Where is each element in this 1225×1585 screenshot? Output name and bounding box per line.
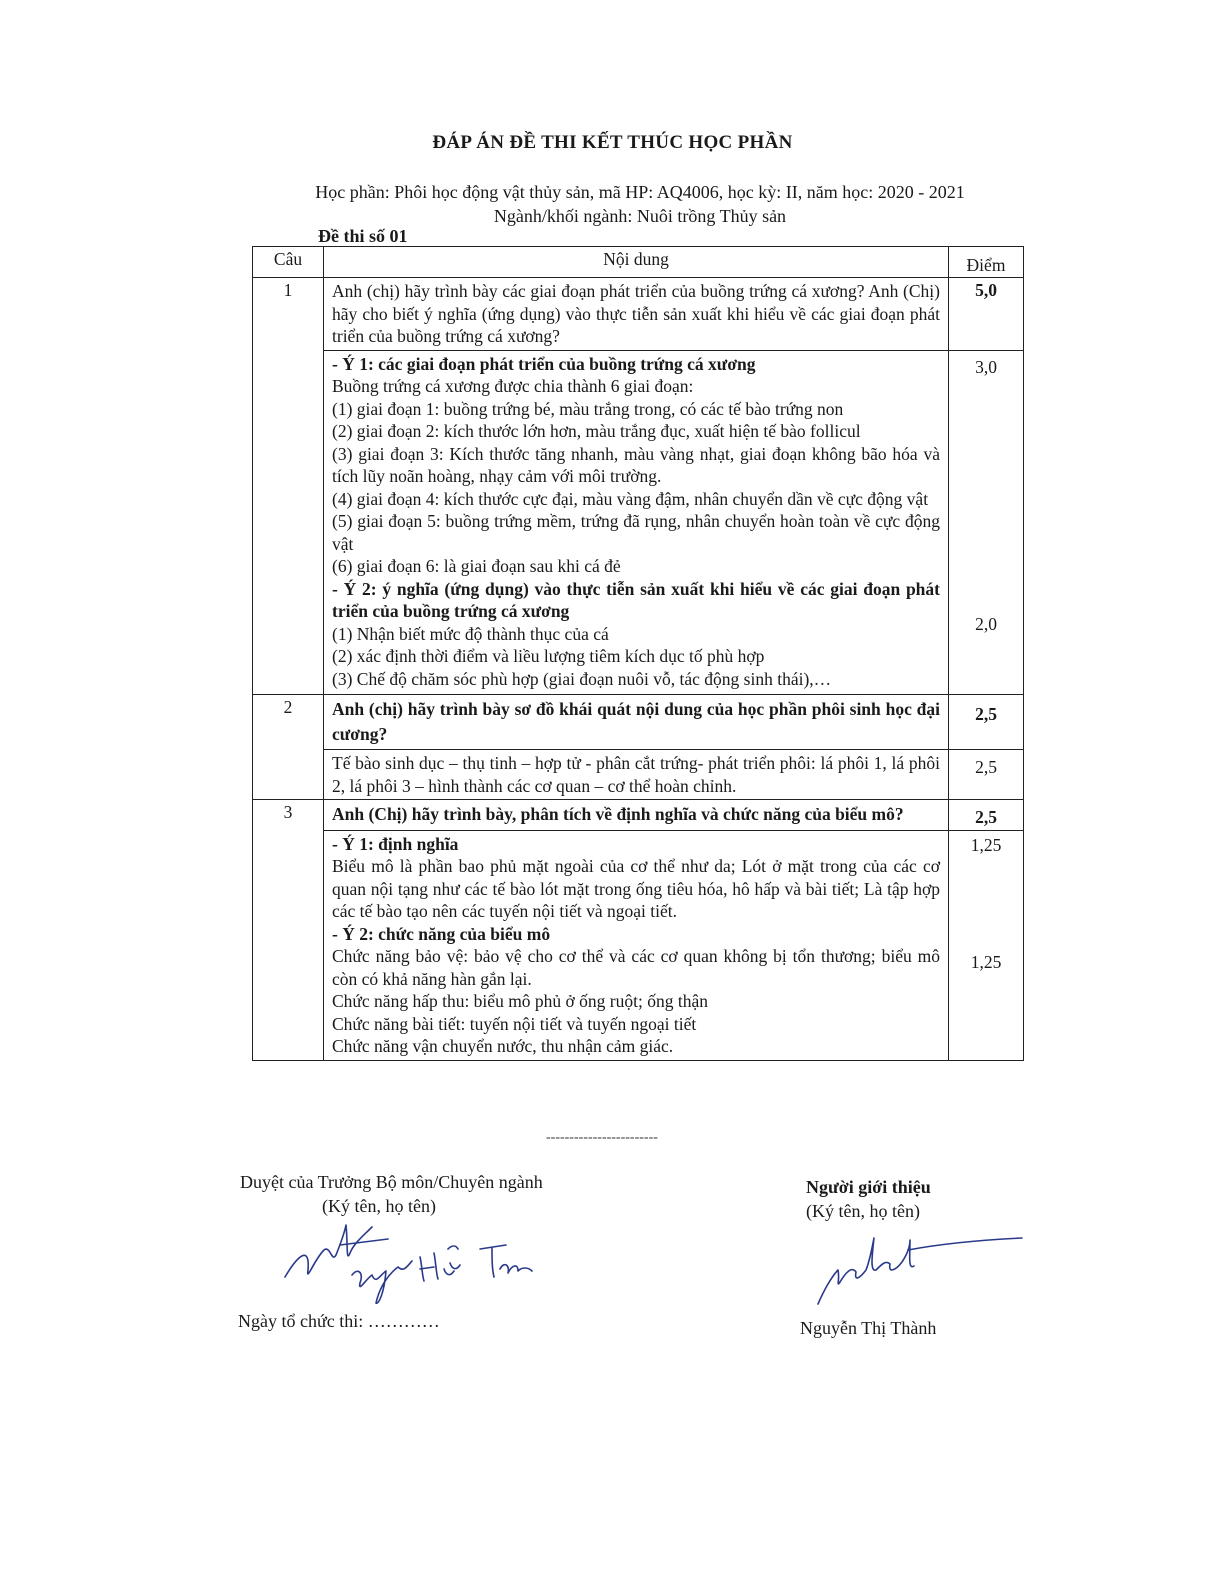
list-item: (5) giai đoạn 5: buồng trứng mềm, trứng đã rụng, nhân chuyển hoàn toàn về cực động vật	[332, 511, 940, 554]
table-row	[253, 800, 1024, 831]
list-item: (4) giai đoạn 4: kích thước cực đại, màu vàng đậm, nhân chuyển dần về cực động vật	[332, 488, 929, 509]
approver-signature	[280, 1215, 560, 1310]
list-item: (1) giai đoạn 1: buồng trứng bé, màu trắng trong, có các tế bào trứng non	[332, 398, 844, 419]
document-title: ĐÁP ÁN ĐỀ THI KẾT THÚC HỌC PHẦN	[432, 132, 793, 153]
q2-question: Anh (chị) hãy trình bày sơ đồ khái quát nội dung của học phần phôi sinh học đại cương?	[324, 695, 949, 750]
q2-answer-score: 2,5	[949, 750, 1024, 800]
major-line: Ngành/khối ngành: Nuôi trồng Thủy sản	[493, 206, 787, 226]
exam-number: Đề thi số 01	[318, 226, 408, 246]
separator-line: ------------------------	[546, 1130, 658, 1145]
list-item: Chức năng hấp thu: biểu mô phủ ở ống ruột; ống thận	[332, 991, 708, 1011]
list-item: (6) giai đoạn 6: là giai đoạn sau khi cá đẻ	[332, 556, 621, 576]
q3-question: Anh (Chị) hãy trình bày, phân tích về định nghĩa và chức năng của biểu mô?	[324, 800, 949, 831]
approver-note: (Ký tên, họ tên)	[322, 1196, 436, 1216]
q3-idea1-text: Biểu mô là phần bao phủ mặt ngoài của cơ thể như da; Lót ở mặt trong của các cơ quan nội tạng như các tế bào lót mặt trong ống tiêu hóa, hô hấp và bài tiết; Là tập hợp các tế bào tạo nên các tuyến nội tiết và ngoại tiết.	[332, 856, 940, 921]
proposer-name: Nguyễn Thị Thành	[800, 1318, 937, 1338]
list-item: (3) Chế độ chăm sóc phù hợp (giai đoạn nuôi vỗ, tác động sinh thái),…	[332, 668, 832, 689]
approver-block	[240, 1170, 543, 1218]
q1-idea2-score: 2,0	[975, 613, 997, 634]
list-item: (3) giai đoạn 3: Kích thước tăng nhanh, màu vàng nhạt, giai đoạn không bão hóa và tích lũy noãn hoàng, nhạy cảm với môi trường.	[332, 443, 940, 486]
q1-question: Anh (chị) hãy trình bày các giai đoạn phát triển của buồng trứng cá xương? Anh (Chị) hãy cho biết ý nghĩa (ứng dụng) vào thực tiễn sản xuất khi hiểu về các giai đoạn phát triển của buồng trứng cá xương?	[324, 278, 949, 351]
q3-idea2-title: - Ý 2: chức năng của biểu mô	[332, 923, 551, 944]
approver-title: Duyệt của Trưởng Bộ môn/Chuyên ngành	[240, 1172, 543, 1192]
list-item: (2) giai đoạn 2: kích thước lớn hơn, màu trắng đục, xuất hiện tế bào follicul	[332, 421, 861, 441]
proposer-note: (Ký tên, họ tên)	[806, 1201, 920, 1221]
q3-number: 3	[253, 800, 324, 1061]
q1-idea2-title: - Ý 2: ý nghĩa (ứng dụng) vào thực tiễn sản xuất khi hiểu về các giai đoạn phát triển của buồng trứng cá xương	[332, 578, 940, 621]
q3-idea1-score: 1,25	[970, 834, 1002, 855]
table-row	[253, 750, 1024, 800]
list-item: Chức năng bài tiết: tuyến nội tiết và tuyến ngoại tiết	[332, 1013, 697, 1034]
q3-idea1-title: - Ý 1: định nghĩa	[332, 833, 459, 854]
proposer-block	[806, 1175, 931, 1223]
list-item: (2) xác định thời điểm và liều lượng tiêm kích dục tố phù hợp	[332, 646, 765, 666]
q2-number: 2	[253, 695, 324, 800]
q1-idea1-title: - Ý 1: các giai đoạn phát triển của buồng trứng cá xương	[332, 353, 756, 374]
header-content: Nội dung	[324, 247, 949, 278]
exam-date: Ngày tổ chức thi: …………	[238, 1311, 440, 1331]
answer-table	[252, 246, 1024, 1061]
q1-number: 1	[253, 278, 324, 695]
course-line: Học phần: Phôi học động vật thủy sản, mã HP: AQ4006, học kỳ: II, năm học: 2020 - 2021	[315, 182, 965, 202]
q3-answer-scores	[949, 830, 1024, 1060]
table-row	[253, 830, 1024, 1060]
table-row	[253, 278, 1024, 351]
proposer-title: Người giới thiệu	[806, 1177, 931, 1197]
proposer-signature	[810, 1230, 1030, 1310]
list-item: Chức năng bảo vệ: bảo vệ cho cơ thể và các cơ quan không bị tổn thương; biểu mô còn có khả năng hàn gắn lại.	[332, 946, 940, 989]
q3-score: 2,5	[949, 800, 1024, 831]
q2-answer: Tế bào sinh dục – thụ tinh – hợp tử - phân cắt trứng- phát triển phôi: lá phôi 1, lá phôi 2, lá phôi 3 – hình thành các cơ quan – cơ thể hoàn chỉnh.	[324, 750, 949, 800]
q3-answer	[324, 830, 949, 1060]
q1-answer-scores	[949, 350, 1024, 695]
list-item: Chức năng vận chuyển nước, thu nhận cảm giác.	[332, 1036, 674, 1056]
table-header-row	[253, 247, 1024, 278]
q1-idea1-score: 3,0	[975, 356, 997, 377]
list-item: (1) Nhận biết mức độ thành thục của cá	[332, 623, 609, 644]
table-row	[253, 695, 1024, 750]
q1-answer	[324, 350, 949, 695]
q3-idea2-score: 1,25	[970, 951, 1002, 972]
q2-score: 2,5	[949, 695, 1024, 750]
q1-score: 5,0	[949, 278, 1024, 351]
table-row	[253, 350, 1024, 695]
header-num: Câu	[253, 247, 324, 278]
list-item: Buồng trứng cá xương được chia thành 6 giai đoạn:	[332, 376, 694, 396]
header-score: Điểm	[949, 247, 1024, 278]
